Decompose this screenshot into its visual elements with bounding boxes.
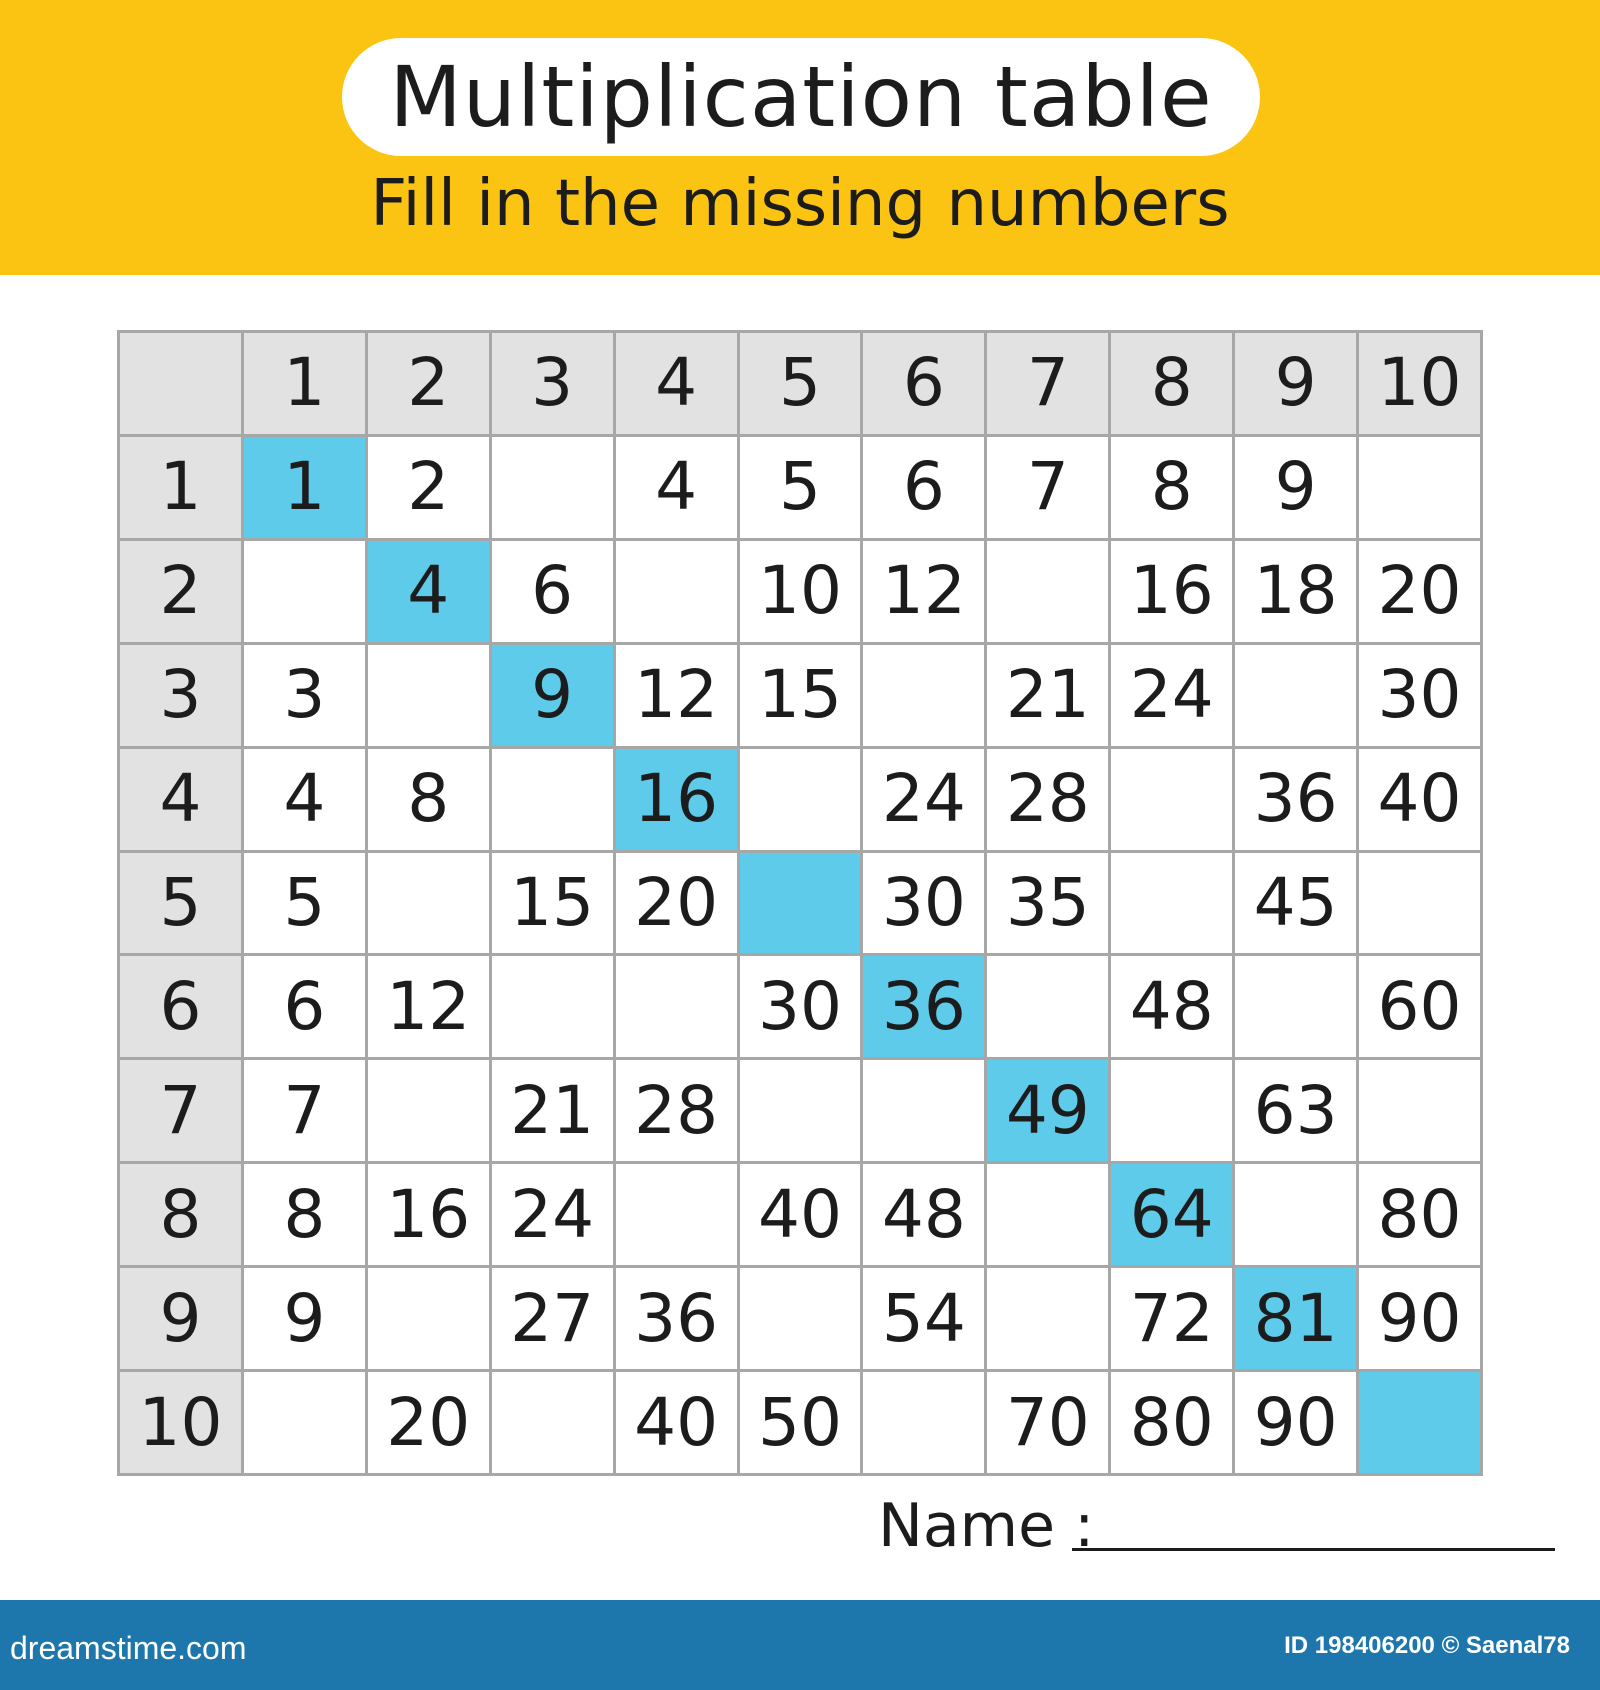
product-cell: 8 [368,749,489,850]
product-cell: 30 [863,853,984,954]
blank-answer-cell[interactable] [1235,645,1356,746]
column-header-7: 7 [987,333,1108,434]
product-cell: 6 [492,541,613,642]
product-cell: 40 [1359,749,1480,850]
blank-answer-cell[interactable] [368,645,489,746]
blank-answer-cell[interactable] [492,956,613,1057]
blank-answer-cell[interactable] [987,1164,1108,1265]
blank-answer-cell[interactable] [863,1372,984,1473]
product-cell: 9 [244,1268,365,1369]
column-header-3: 3 [492,333,613,434]
product-cell: 9 [492,645,613,746]
product-cell: 36 [863,956,984,1057]
blank-answer-cell[interactable] [1111,749,1232,850]
product-cell: 12 [863,541,984,642]
page-subtitle: Fill in the missing numbers [370,167,1230,241]
footer-site-text: dreamstime.com [10,1630,247,1666]
product-cell: 3 [244,645,365,746]
product-cell: 48 [1111,956,1232,1057]
product-cell: 5 [244,853,365,954]
product-cell: 40 [616,1372,737,1473]
product-cell: 36 [1235,749,1356,850]
blank-answer-cell[interactable] [492,437,613,538]
blank-answer-cell[interactable] [863,1060,984,1161]
blank-answer-cell[interactable] [1235,956,1356,1057]
product-cell: 18 [1235,541,1356,642]
blank-answer-cell[interactable] [368,1060,489,1161]
blank-answer-cell[interactable] [740,749,861,850]
blank-answer-cell[interactable] [987,1268,1108,1369]
product-cell: 49 [987,1060,1108,1161]
blank-answer-cell[interactable] [740,1268,861,1369]
product-cell: 24 [1111,645,1232,746]
product-cell: 80 [1359,1164,1480,1265]
row-header-9: 9 [120,1268,241,1369]
blank-answer-cell[interactable] [1359,853,1480,954]
name-label: Name : [878,1491,1095,1561]
product-cell: 5 [740,437,861,538]
name-input-line[interactable] [1072,1548,1555,1551]
blank-answer-cell[interactable] [1359,1372,1480,1473]
product-cell: 70 [987,1372,1108,1473]
blank-answer-cell[interactable] [616,541,737,642]
product-cell: 4 [616,437,737,538]
product-cell: 4 [368,541,489,642]
blank-answer-cell[interactable] [1235,1164,1356,1265]
product-cell: 27 [492,1268,613,1369]
product-cell: 20 [616,853,737,954]
blank-answer-cell[interactable] [492,749,613,850]
product-cell: 8 [244,1164,365,1265]
row-header-1: 1 [120,437,241,538]
product-cell: 80 [1111,1372,1232,1473]
product-cell: 2 [368,437,489,538]
blank-answer-cell[interactable] [1359,437,1480,538]
product-cell: 54 [863,1268,984,1369]
blank-answer-cell[interactable] [368,1268,489,1369]
product-cell: 21 [492,1060,613,1161]
column-header-4: 4 [616,333,737,434]
blank-answer-cell[interactable] [740,1060,861,1161]
product-cell: 9 [1235,437,1356,538]
blank-answer-cell[interactable] [987,956,1108,1057]
product-cell: 8 [1111,437,1232,538]
column-header-6: 6 [863,333,984,434]
product-cell: 10 [740,541,861,642]
product-cell: 90 [1359,1268,1480,1369]
blank-answer-cell[interactable] [863,645,984,746]
product-cell: 72 [1111,1268,1232,1369]
blank-answer-cell[interactable] [244,541,365,642]
row-header-8: 8 [120,1164,241,1265]
product-cell: 30 [1359,645,1480,746]
product-cell: 40 [740,1164,861,1265]
footer-image-id: ID 198406200 © Saenal78 [1284,1632,1570,1659]
product-cell: 7 [244,1060,365,1161]
column-header-8: 8 [1111,333,1232,434]
multiplication-table [117,330,1483,1476]
column-header-10: 10 [1359,333,1480,434]
product-cell: 90 [1235,1372,1356,1473]
product-cell: 60 [1359,956,1480,1057]
blank-answer-cell[interactable] [244,1372,365,1473]
product-cell: 30 [740,956,861,1057]
product-cell: 50 [740,1372,861,1473]
product-cell: 6 [244,956,365,1057]
product-cell: 15 [740,645,861,746]
product-cell: 12 [616,645,737,746]
product-cell: 7 [987,437,1108,538]
product-cell: 6 [863,437,984,538]
product-cell: 48 [863,1164,984,1265]
blank-answer-cell[interactable] [616,956,737,1057]
blank-answer-cell[interactable] [740,853,861,954]
product-cell: 4 [244,749,365,850]
product-cell: 63 [1235,1060,1356,1161]
row-header-10: 10 [120,1372,241,1473]
title-pill [342,38,1260,156]
table-corner-cell [120,333,241,434]
product-cell: 16 [1111,541,1232,642]
row-header-7: 7 [120,1060,241,1161]
column-header-1: 1 [244,333,365,434]
product-cell: 16 [368,1164,489,1265]
column-header-5: 5 [740,333,861,434]
product-cell: 20 [368,1372,489,1473]
column-header-9: 9 [1235,333,1356,434]
product-cell: 28 [616,1060,737,1161]
product-cell: 36 [616,1268,737,1369]
row-header-2: 2 [120,541,241,642]
blank-answer-cell[interactable] [1111,853,1232,954]
product-cell: 15 [492,853,613,954]
blank-answer-cell[interactable] [1359,1060,1480,1161]
product-cell: 35 [987,853,1108,954]
product-cell: 16 [616,749,737,850]
row-header-6: 6 [120,956,241,1057]
product-cell: 81 [1235,1268,1356,1369]
product-cell: 1 [244,437,365,538]
product-cell: 24 [863,749,984,850]
blank-answer-cell[interactable] [1111,1060,1232,1161]
product-cell: 20 [1359,541,1480,642]
blank-answer-cell[interactable] [492,1372,613,1473]
row-header-5: 5 [120,853,241,954]
column-header-2: 2 [368,333,489,434]
product-cell: 24 [492,1164,613,1265]
product-cell: 21 [987,645,1108,746]
row-header-3: 3 [120,645,241,746]
product-cell: 12 [368,956,489,1057]
blank-answer-cell[interactable] [616,1164,737,1265]
blank-answer-cell[interactable] [987,541,1108,642]
product-cell: 28 [987,749,1108,850]
product-cell: 45 [1235,853,1356,954]
blank-answer-cell[interactable] [368,853,489,954]
row-header-4: 4 [120,749,241,850]
product-cell: 64 [1111,1164,1232,1265]
page-title: Multiplication table [389,48,1213,146]
